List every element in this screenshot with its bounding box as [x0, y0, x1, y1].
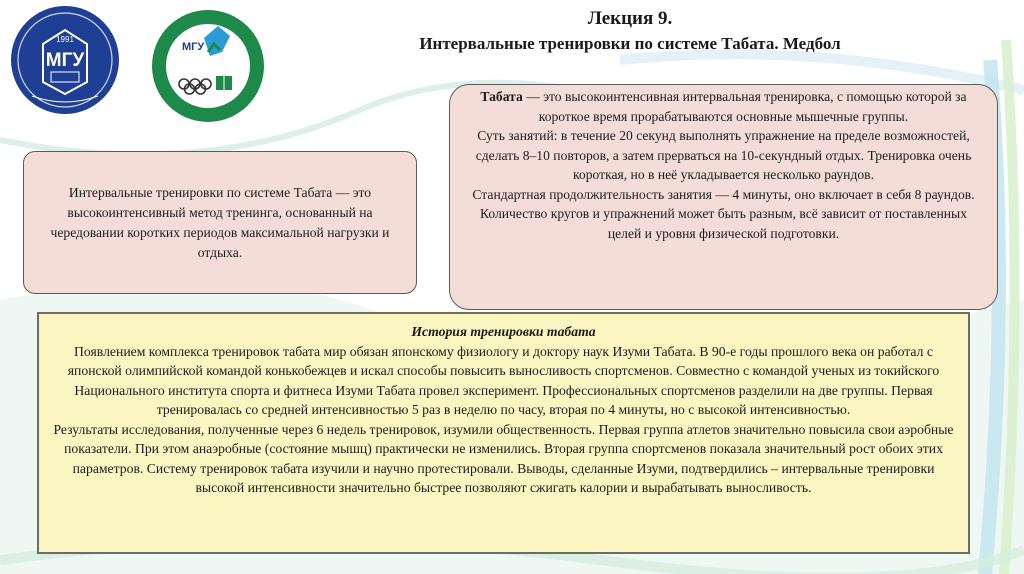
tabata-lead — [464, 87, 983, 126]
tabata-duration: Стандартная продолжительность занятия — 4 минуты, оно включает в себя 8 раундов. Количество кругов и упражнений может быть разным, всё зависит от поставленных целей и уровня физической подготовки. — [472, 186, 975, 241]
slide-title — [280, 8, 980, 58]
faculty-logo — [146, 6, 272, 124]
lecture-number: Лекция 9. — [587, 8, 673, 29]
tabata-term: Табата — [480, 89, 523, 104]
lecture-subtitle: Интервальные тренировки по системе Табата. Медбол — [419, 34, 841, 53]
tabata-lead-text: — это высокоинтенсивная интервальная тренировка, с помощью которой за короткое время прорабатываются основные мышечные группы. — [522, 89, 967, 124]
mgu-logo — [6, 4, 124, 116]
tabata-essence: Суть занятий: в течение 20 секунд выполнять упражнение на пределе возможностей, сделать 8–10 повторов, а затем прерваться на 10-секундный отдых. Тренировка очень короткая, но в неё укладывается несколько раундов. — [475, 128, 972, 182]
history-box — [37, 312, 970, 554]
definition-text: Интервальные тренировки по системе Табата — это высокоинтенсивный метод тренинга, основанный на чередовании коротких периодов максимальной нагрузки и отдыха. — [50, 184, 390, 260]
history-paragraph-1: Появлением комплекса тренировок табата мир обязан японскому физиологу и доктору наук Изуми Табата. В 90-е годы прошлого века он работал с японской олимпийской командой конькобежцев и искал способы повысить выносливость спортсменов. Совместно с командой ученых из токийского Национального института спорта и фитнеса Изуми Табата провел эксперимент. Профессиональных спортсменов разделили на две группы. Первая тренировалась со средней интенсивностью 5 раз в неделю по часу, вторая по 4 минуты, но с высокой интенсивностью. — [67, 343, 940, 417]
definition-box — [23, 151, 417, 294]
history-paragraph-2: Результаты исследования, полученные через 6 недель тренировок, изумили общественность. Первая группа атлетов значительно повысила свои аэробные показатели. При этом анаэробные (состояние мышц) практически не изменились. Вторая группа спортсменов показала значительный рост обоих этих параметров. Систему тренировок табата изучили и научно протестировали. Выводы, сделанные Изуми, подтвердились – интервальные тренировки высокой интенсивности значительно быстрее позволяют сжигать калории и вырабатывать выносливость. — [53, 421, 954, 495]
history-title: История тренировки табата — [411, 324, 596, 339]
mgu-logo-name: МГУ — [45, 50, 85, 71]
mgu-year: 1991 — [56, 35, 74, 44]
faculty-logo-mark: МГУ — [182, 41, 205, 53]
tabata-description-box — [449, 84, 998, 310]
